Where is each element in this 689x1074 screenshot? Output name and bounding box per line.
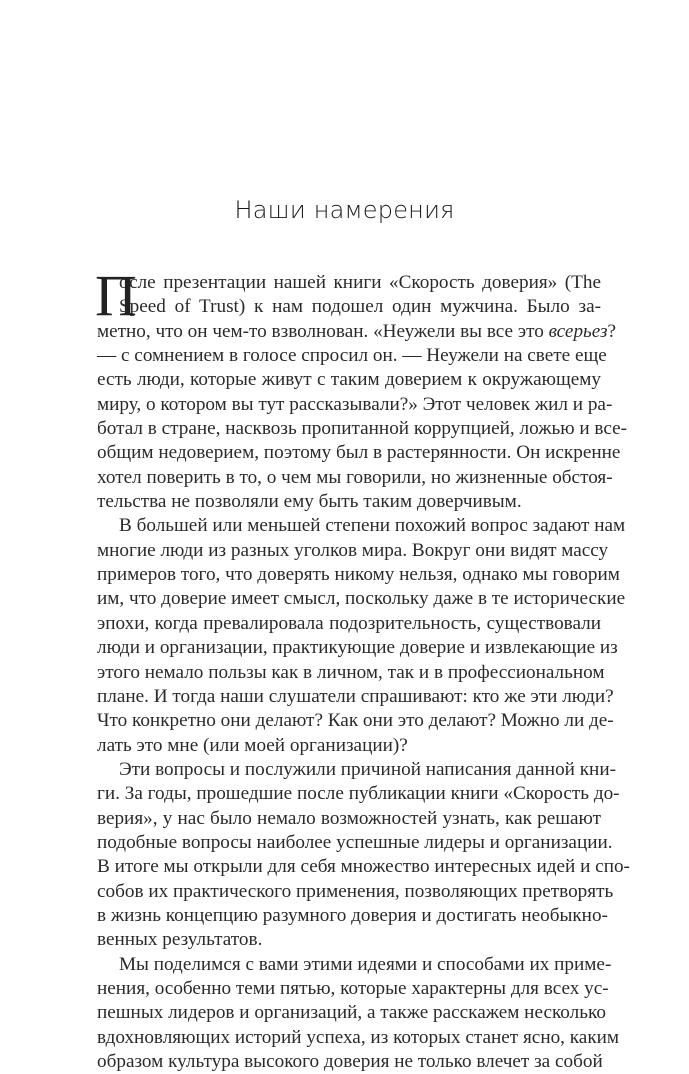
text-segment: — с сомнением в голосе спросил он. — Неужели на свете еще: [97, 345, 607, 367]
text-segment: эпохи, когда превалировала подозрительность, существовали: [97, 612, 601, 634]
text-line: [97, 880, 614, 904]
text-segment: верия», у нас было немало возможностей узнать, как решают: [97, 807, 601, 829]
text-segment: в жизнь концепцию разумного доверия и достигать необыкно-: [97, 904, 608, 926]
text-line: [97, 734, 601, 758]
text-segment: метно, что он чем-то взволнован. «Неужели вы все это: [97, 320, 549, 342]
text-line: [97, 831, 613, 855]
paragraph: [95, 263, 628, 514]
text-segment: осле презентации нашей книги «Скорость доверия» (The: [119, 272, 601, 293]
text-segment: В большей или меньшей степени похожий вопрос задают нам: [119, 515, 626, 537]
paragraph: [97, 953, 620, 1074]
text-line: [97, 466, 613, 490]
drop-cap: П: [95, 263, 137, 328]
text-line: [97, 1001, 606, 1025]
text-segment: плане. И тогда наши слушатели спрашивают: кто же эти люди?: [97, 685, 614, 707]
text-segment: образом культура высокого доверия не только влечет за собой: [97, 1051, 603, 1072]
text-line: [97, 782, 620, 806]
text-segment: Speed of Trust) к нам подошел один мужчина. Было за-: [119, 296, 601, 318]
text-segment: лать это мне (или моей организации)?: [97, 734, 408, 756]
paragraph: [97, 758, 630, 953]
text-segment: есть люди, которые живут с таким доверием к окружающему: [97, 369, 601, 391]
text-line: [97, 636, 618, 660]
text-line: [97, 539, 609, 563]
text-segment: Эти вопросы и послужили причиной написания данной кни-: [119, 758, 616, 780]
paragraph: [97, 514, 626, 757]
text-segment: собов их практического применения, позволяющих претворять: [97, 880, 614, 902]
text-segment: люди и организации, практикующие доверие и извлекающие из: [97, 637, 618, 659]
text-segment: ги. За годы, прошедшие после публикации книги «Скорость до-: [97, 783, 620, 805]
text-line: [97, 953, 612, 977]
text-segment: тельства не позволяли ему быть таким доверчивым.: [97, 491, 522, 513]
text-segment: миру, о котором вы тут рассказывали?» Этот человек жил и ра-: [97, 393, 613, 415]
text-line: [97, 514, 626, 538]
text-line: [97, 612, 601, 636]
text-segment: им, что доверие имеет смысл, поскольку даже в те исторические: [97, 588, 626, 610]
text-line: [97, 807, 601, 831]
text-line: [97, 393, 613, 417]
text-segment: венных результатов.: [97, 929, 263, 951]
text-segment: многие люди из разных уголков мира. Вокруг они видят массу: [97, 539, 609, 561]
text-segment: общим недоверием, поэтому был в растерянности. Он искренне: [97, 442, 621, 464]
text-segment: ботал в стране, насквозь пропитанной коррупцией, ложью и все-: [97, 418, 628, 440]
text-line: [97, 709, 614, 733]
text-segment: нения, особенно теми пятью, которые характерны для всех ус-: [97, 977, 609, 999]
text-line: [97, 320, 617, 344]
text-line: [97, 417, 628, 441]
text-line: [97, 563, 620, 587]
italic-text: всерьез: [548, 320, 608, 342]
text-segment: вдохновляющих историй успеха, из которых станет ясно, каким: [97, 1026, 620, 1048]
text-line: [97, 271, 601, 295]
text-line: [97, 368, 601, 392]
text-segment: В итоге мы открыли для себя множество интересных идей и спо-: [97, 856, 630, 878]
text-segment: ?: [607, 320, 617, 342]
text-line: [97, 904, 608, 928]
text-line: [97, 685, 614, 709]
text-segment: Мы поделимся с вами этими идеями и способами их приме-: [119, 953, 612, 975]
text-line: [97, 1026, 620, 1050]
text-line: [97, 928, 601, 952]
text-segment: подобные вопросы наиболее успешные лидеры и организации.: [97, 831, 613, 853]
text-line: [97, 441, 621, 465]
text-line: [97, 344, 607, 368]
text-segment: этого немало пользы как в личном, так и в профессиональном: [97, 661, 605, 683]
text-line: [97, 295, 601, 319]
text-segment: хотел поверить в то, о чем мы говорили, но жизненные обстоя-: [97, 466, 613, 488]
text-line: [97, 587, 626, 611]
text-line: [97, 1050, 601, 1074]
text-line: [97, 855, 630, 879]
text-segment: Что конкретно они делают? Как они это делают? Можно ли де-: [97, 710, 614, 732]
text-line: [97, 758, 616, 782]
text-line: [97, 977, 609, 1001]
text-segment: примеров того, что доверять никому нельзя, однако мы говорим: [97, 564, 620, 586]
text-line: [97, 490, 601, 514]
body-text: [95, 263, 630, 1074]
text-line: [97, 661, 605, 685]
chapter-title: Наши намерения: [234, 196, 455, 224]
text-segment: пешных лидеров и организаций, а также расскажем несколько: [97, 1002, 606, 1024]
